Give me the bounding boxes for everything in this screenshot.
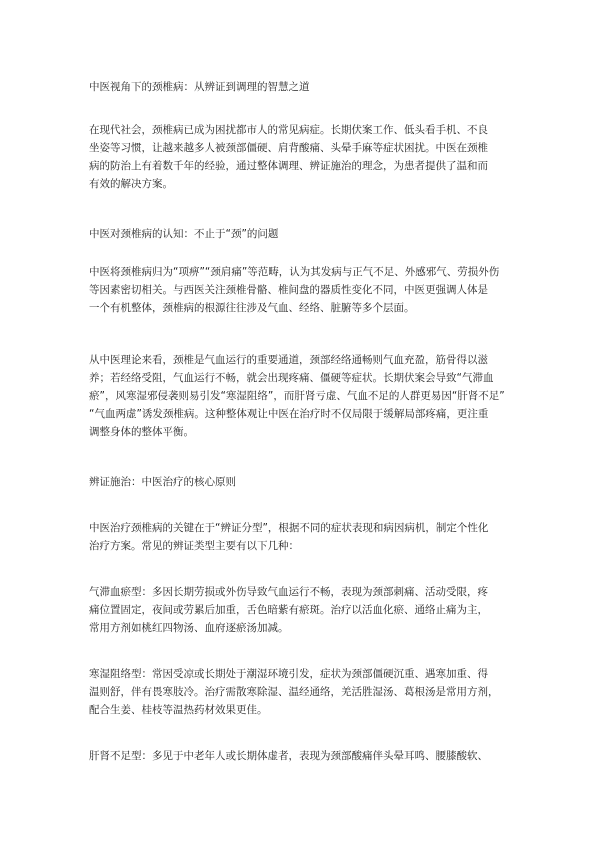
text-line: 温则舒，伴有畏寒肢冷。治疗需散寒除湿、温经通络，羌活胜湿汤、葛根汤是常用方剂， [89,686,499,698]
intro-paragraph [89,121,507,193]
text-line: 瘀”，风寒湿邪侵袭则易引发“寒湿阻络”，而肝肾亏虚、气血不足的人群更易因“肝肾不足” [89,390,505,402]
text-line: 等因素密切相关。与西医关注颈椎骨骼、椎间盘的器质性变化不同，中医更强调人体是 [89,284,488,296]
text-line: 气滞血瘀型：多因长期劳损或外伤导致气血运行不畅，表现为颈部刺痛、活动受限，疼 [89,586,488,598]
section-heading-understanding: 中医对颈椎病的认知：不止于“颈”的问题 [89,228,279,240]
text-line: 痛位置固定，夜间或劳累后加重，舌色暗紫有瘀斑。治疗以活血化瘀、通络止痛为主， [89,604,488,616]
text-line: 中医治疗颈椎病的关键在于“辨证分型”，根据不同的症状表现和病因病机，制定个性化 [89,522,489,534]
text-line: 治疗方案。常见的辨证类型主要有以下几种： [89,540,299,552]
differentiation-paragraph [89,519,507,555]
type-cold-damp-paragraph [89,665,507,719]
text-line: 养；若经络受阻，气血运行不畅，就会出现疼痛、僵硬等症状。长期伏案会导致“气滞血 [89,372,494,384]
text-line: 有效的解决方案。 [89,178,173,190]
article-title: 中医视角下的颈椎病：从辨证到调理的智慧之道 [89,81,310,93]
text-line: 肝肾不足型：多见于中老年人或长期体虚者，表现为颈部酸痛伴头晕耳鸣、腰膝酸软、 [89,750,488,762]
text-line: 从中医理论来看，颈椎是气血运行的重要通道，颈部经络通畅则气血充盈，筋骨得以滋 [89,354,488,366]
text-line: 坐姿等习惯，让越来越多人被颈部僵硬、肩背酸痛、头晕手麻等症状困扰。中医在颈椎 [89,142,488,154]
text-line: 病的防治上有着数千年的经验，通过整体调理、辨证施治的理念，为患者提供了温和而 [89,160,488,172]
text-line: 寒湿阻络型：常因受凉或长期处于潮湿环境引发，症状为颈部僵硬沉重、遇寒加重、得 [89,668,488,680]
text-line: “气血两虚”诱发颈椎病。这种整体观让中医在治疗时不仅局限于缓解局部疼痛，更注重 [89,408,489,420]
text-line: 一个有机整体，颈椎病的根源往往涉及气血、经络、脏腑等多个层面。 [89,302,415,314]
type-liver-kidney-paragraph [89,747,507,765]
text-line: 中医将颈椎病归为“项痹”“颈肩痛”等范畴，认为其发病与正气不足、外感邪气、劳损外伤 [89,266,500,278]
text-line: 常用方剂如桃红四物汤、血府逐瘀汤加减。 [89,622,289,634]
text-line: 调整身体的整体平衡。 [89,426,194,438]
section-heading-differentiation: 辨证施治：中医治疗的核心原则 [89,476,236,488]
text-line: 在现代社会，颈椎病已成为困扰都市人的常见病症。长期伏案工作、低头看手机、不良 [89,124,488,136]
understanding-paragraph-1 [89,263,507,317]
type-qi-stagnation-paragraph [89,583,507,637]
text-line: 配合生姜、桂枝等温热药材效果更佳。 [89,704,268,716]
understanding-paragraph-2 [89,351,507,441]
